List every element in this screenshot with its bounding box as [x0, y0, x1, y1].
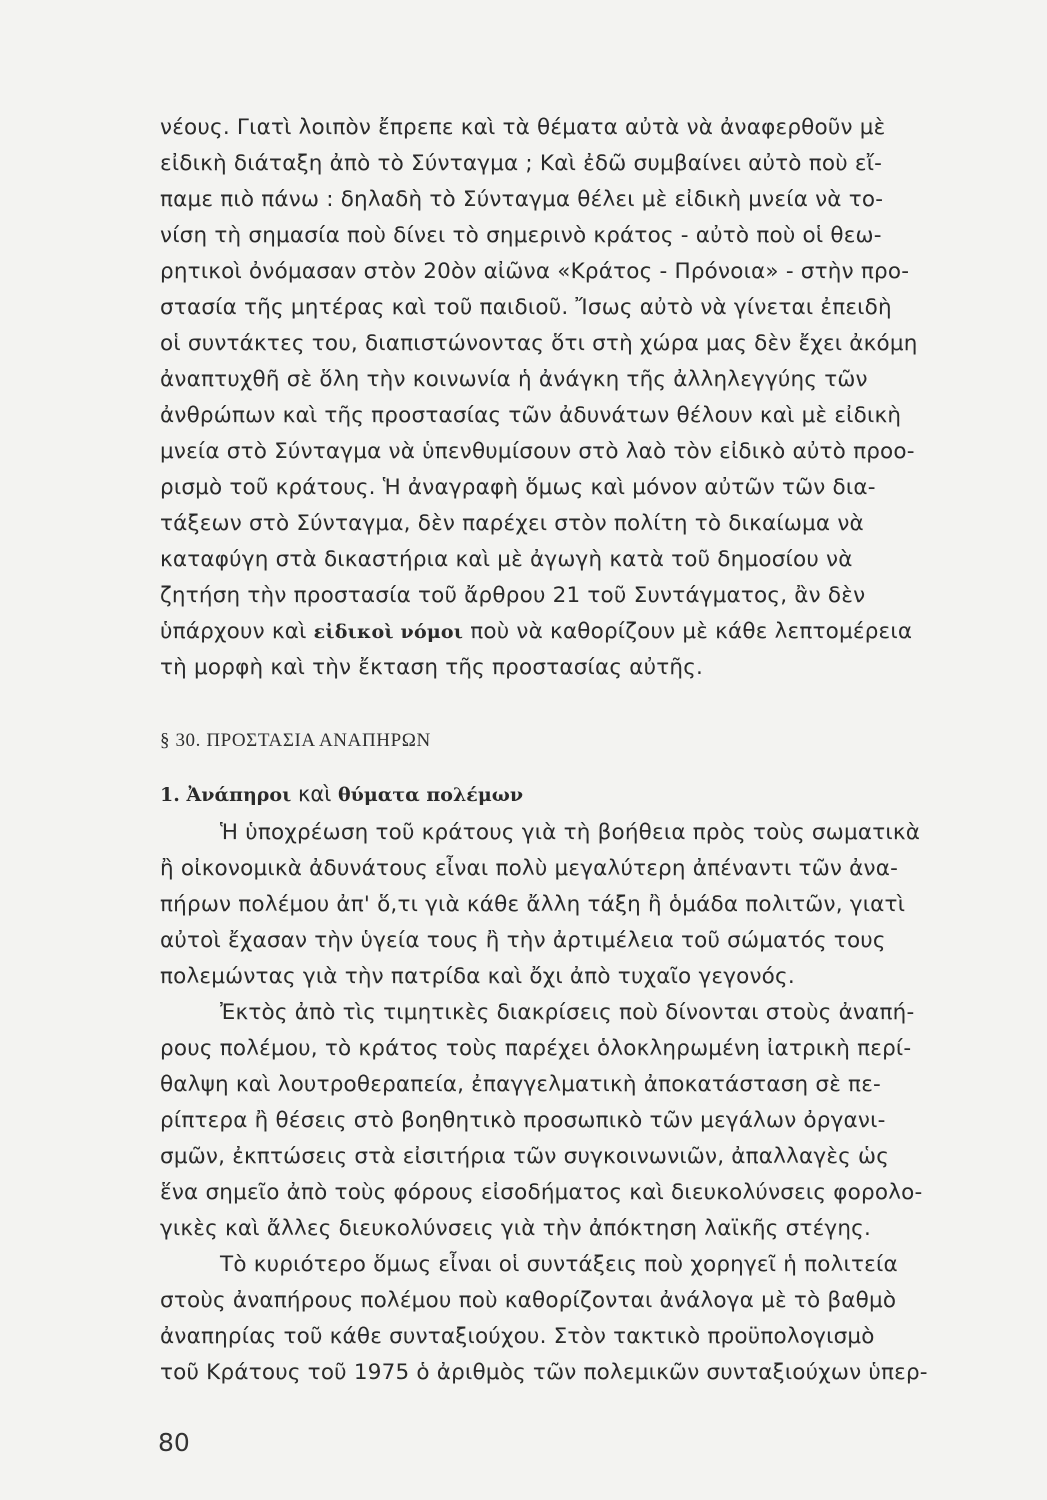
paragraph-benefits: [160, 995, 1010, 1247]
text-line: νέους. Γιατὶ λοιπὸν ἔπρεπε καὶ τὰ θέματα αὐτὰ νὰ ἀναφερθοῦν μὲ: [160, 115, 886, 140]
bold-term-special-laws: εἰδικοὶ νόμοι: [313, 621, 464, 643]
sub-heading-bold-rest: θύματα πολέμων: [338, 784, 524, 806]
text-line: τοῦ Κράτους τοῦ 1975 ὁ ἀριθμὸς τῶν πολεμικῶν συνταξιούχων ὑπερ-: [160, 1360, 928, 1385]
paragraph-obligation: [160, 815, 1010, 995]
text-line: καταφύγη στὰ δικαστήρια καὶ μὲ ἀγωγὴ κατὰ τοῦ δημοσίου νὰ: [160, 547, 853, 572]
text-fragment: ὑπάρχουν καὶ: [160, 619, 314, 644]
text-line: πήρων πολέμου ἀπ' ὅ,τι γιὰ κάθε ἄλλη τάξη ἢ ὁμάδα πολιτῶν, γιατὶ: [160, 892, 906, 917]
text-line: νίση τὴ σημασία ποὺ δίνει τὸ σημερινὸ κράτος - αὐτὸ ποὺ οἱ θεω-: [160, 223, 882, 248]
text-line: θαλψη καὶ λουτροθεραπεία, ἐπαγγελματικὴ ἀποκατάσταση σὲ πε-: [160, 1072, 881, 1097]
text-line: Ἡ ὑποχρέωση τοῦ κράτους γιὰ τὴ βοήθεια πρὸς τοὺς σωματικὰ: [220, 820, 921, 845]
text-line: παμε πιὸ πάνω : δηλαδὴ τὸ Σύνταγμα θέλει μὲ εἰδικὴ μνεία νὰ το-: [160, 187, 884, 212]
text-line: ζητήση τὴν προστασία τοῦ ἄρθρου 21 τοῦ Συντάγματος, ἂν δὲν: [160, 583, 866, 608]
sub-heading: [160, 782, 523, 806]
text-line: σμῶν, ἐκπτώσεις στὰ εἰσιτήρια τῶν συγκοινωνιῶν, ἀπαλλαγὲς ὡς: [160, 1144, 890, 1169]
text-line: ρίπτερα ἢ θέσεις στὸ βοηθητικὸ προσωπικὸ τῶν μεγάλων ὀργανι-: [160, 1108, 886, 1133]
text-line: ἀναπτυχθῆ σὲ ὅλη τὴν κοινωνία ἡ ἀνάγκη τῆς ἀλληλεγγύης τῶν: [160, 367, 868, 392]
text-line: μνεία στὸ Σύνταγμα νὰ ὑπενθυμίσουν στὸ λαὸ τὸν εἰδικὸ αὐτὸ προο-: [160, 439, 915, 464]
text-fragment: ποὺ νὰ καθορίζουν μὲ κάθε λεπτομέρεια: [463, 619, 913, 644]
text-line: ἕνα σημεῖο ἀπὸ τοὺς φόρους εἰσοδήματος καὶ διευκολύνσεις φορολο-: [160, 1180, 923, 1205]
text-line: ἢ οἰκονομικὰ ἀδυνάτους εἶναι πολὺ μεγαλύτερη ἀπέναντι τῶν ἀνα-: [160, 856, 899, 881]
text-line: ρητικοὶ ὀνόμασαν στὸν 20ὸν αἰῶνα «Κράτος - Πρόνοια» - στὴν προ-: [160, 259, 910, 284]
text-line: Ἐκτὸς ἀπὸ τὶς τιμητικὲς διακρίσεις ποὺ δίνονται στοὺς ἀναπή-: [220, 1000, 915, 1025]
text-line: πολεμώντας γιὰ τὴν πατρίδα καὶ ὄχι ἀπὸ τυχαῖο γεγονός.: [160, 964, 795, 989]
paragraph-constitution: [160, 110, 1010, 686]
text-line: ἀνθρώπων καὶ τῆς προστασίας τῶν ἀδυνάτων θέλουν καὶ μὲ εἰδικὴ: [160, 403, 902, 428]
text-line: ἀναπηρίας τοῦ κάθε συνταξιούχου. Στὸν τακτικὸ προϋπολογισμὸ: [160, 1324, 875, 1349]
text-line: ρους πολέμου, τὸ κράτος τοὺς παρέχει ὁλοκληρωμένη ἰατρικὴ περί-: [160, 1036, 912, 1061]
text-line: εἰδικὴ διάταξη ἀπὸ τὸ Σύνταγμα ; Καὶ ἐδῶ συμβαίνει αὐτὸ ποὺ εἴ-: [160, 151, 883, 176]
section-heading: § 30. ΠΡΟΣΤΑΣΙΑ ΑΝΑΠΗΡΩΝ: [160, 730, 431, 751]
sub-heading-number: 1.: [160, 784, 180, 806]
paragraph-pensions: [160, 1247, 1010, 1391]
text-line: ρισμὸ τοῦ κράτους. Ἡ ἀναγραφὴ ὅμως καὶ μόνον αὐτῶν τῶν δια-: [160, 475, 876, 500]
sub-heading-connector: καὶ: [291, 782, 338, 806]
page-number: 80: [158, 1428, 190, 1457]
text-line: στασία τῆς μητέρας καὶ τοῦ παιδιοῦ. Ἴσως αὐτὸ νὰ γίνεται ἐπειδὴ: [160, 295, 892, 320]
text-line: στοὺς ἀναπήρους πολέμου ποὺ καθορίζονται ἀνάλογα μὲ τὸ βαθμὸ: [160, 1288, 897, 1313]
text-line: Τὸ κυριότερο ὅμως εἶναι οἱ συντάξεις ποὺ χορηγεῖ ἡ πολιτεία: [220, 1252, 898, 1277]
text-line: τὴ μορφὴ καὶ τὴν ἔκταση τῆς προστασίας αὐτῆς.: [160, 655, 704, 680]
text-line-with-bold: [160, 614, 1010, 650]
text-line: γικὲς καὶ ἄλλες διευκολύνσεις γιὰ τὴν ἀπόκτηση λαϊκῆς στέγης.: [160, 1216, 871, 1241]
text-line: τάξεων στὸ Σύνταγμα, δὲν παρέχει στὸν πολίτη τὸ δικαίωμα νὰ: [160, 511, 864, 536]
sub-heading-bold-word: Ἀνάπηροι: [186, 784, 292, 806]
text-line: αὐτοὶ ἔχασαν τὴν ὑγεία τους ἢ τὴν ἀρτιμέλεια τοῦ σώματός τους: [160, 928, 886, 953]
text-line: οἱ συντάκτες του, διαπιστώνοντας ὅτι στὴ χώρα μας δὲν ἔχει ἀκόμη: [160, 331, 918, 356]
